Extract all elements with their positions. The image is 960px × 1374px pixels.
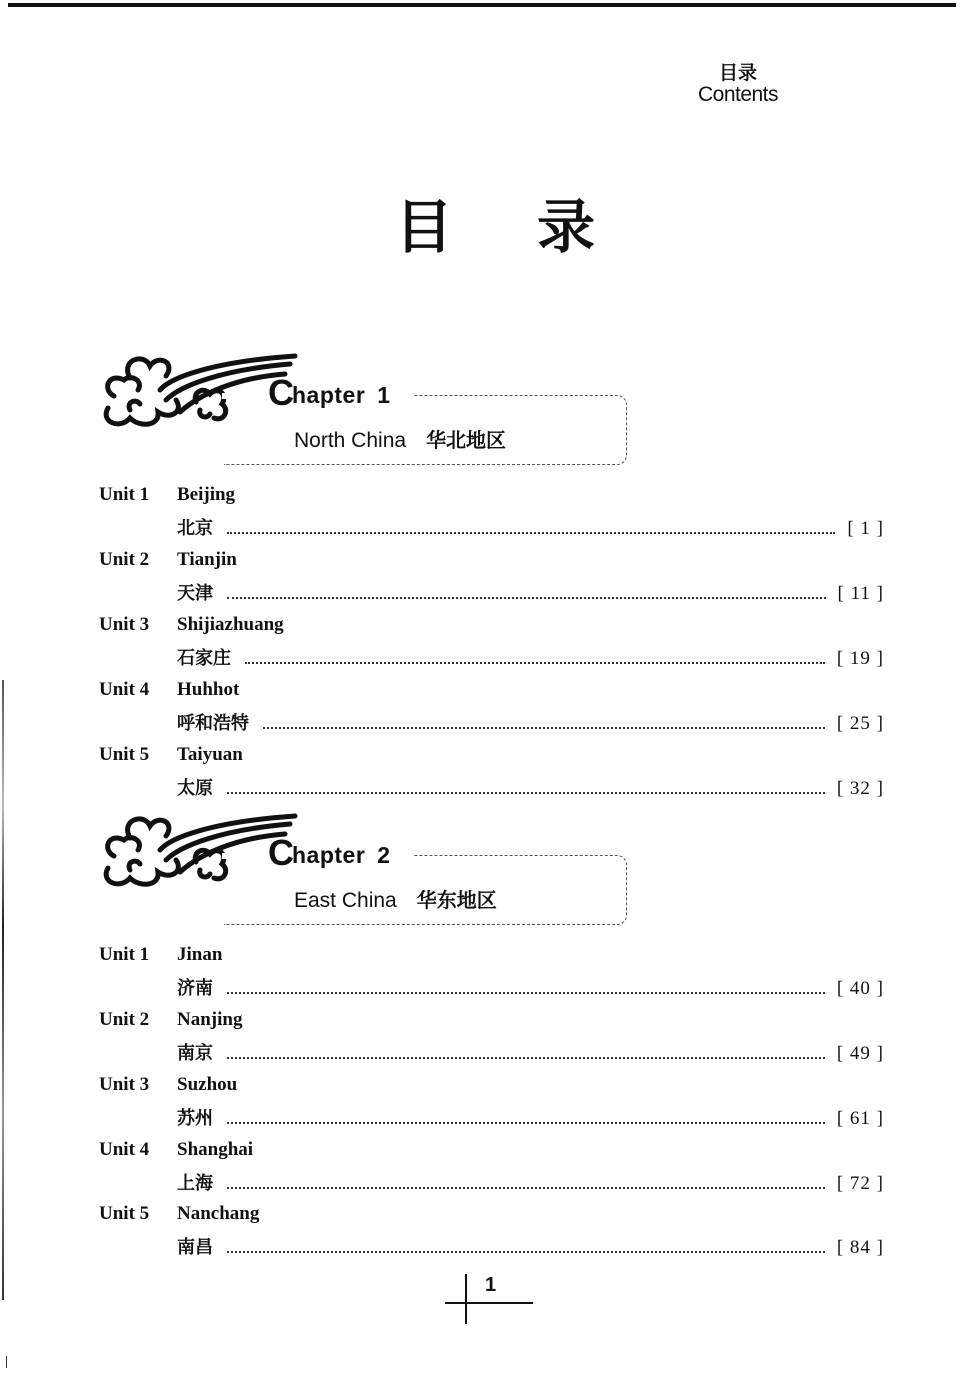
page-ref: [ 61 ] <box>836 1108 884 1129</box>
running-head-zh: 目录 <box>718 62 757 84</box>
page-ref: [ 19 ] <box>836 648 884 669</box>
page-ref: [ 72 ] <box>836 1173 884 1194</box>
running-head <box>690 64 786 106</box>
unit-name-zh: 苏州 <box>177 1108 213 1129</box>
toc-entry[interactable] <box>99 1009 884 1075</box>
toc-entry[interactable] <box>99 614 884 680</box>
unit-name-zh: 济南 <box>177 978 213 999</box>
unit-label: Unit 2 <box>99 1009 150 1030</box>
chapter-number: 2 <box>377 842 391 868</box>
unit-name-en: Nanjing <box>177 1009 243 1030</box>
unit-name-zh: 石家庄 <box>177 648 231 669</box>
dot-leader <box>227 992 825 994</box>
dot-leader <box>227 1057 825 1059</box>
dot-leader <box>227 1122 825 1124</box>
unit-label: Unit 5 <box>99 744 150 765</box>
page-ref: [ 25 ] <box>836 713 884 734</box>
toc-entry[interactable] <box>99 1139 884 1205</box>
folio-crosshair-horizontal <box>445 1302 533 1304</box>
page-ref: [ 49 ] <box>836 1043 884 1064</box>
unit-label: Unit 3 <box>99 614 150 635</box>
chapter-title <box>294 884 497 913</box>
page-ref: [ 84 ] <box>836 1237 884 1258</box>
toc-entry[interactable] <box>99 484 884 550</box>
top-rule <box>8 3 956 7</box>
unit-name-en: Shijiazhuang <box>177 614 284 635</box>
dot-leader <box>263 727 825 729</box>
page-title-char-2: 录 <box>536 193 595 261</box>
unit-label: Unit 1 <box>99 944 150 965</box>
chapter-1-header <box>100 350 640 465</box>
unit-name-en: Beijing <box>177 484 236 505</box>
chapter-label: Chapter 2 <box>268 832 391 873</box>
chapter-title-en: North China <box>294 429 407 452</box>
page-ref: [ 11 ] <box>837 583 884 604</box>
page-folio <box>445 1272 540 1327</box>
unit-name-zh: 南昌 <box>177 1237 213 1258</box>
unit-name-en: Taiyuan <box>177 744 243 765</box>
unit-label: Unit 4 <box>99 1139 150 1160</box>
dot-leader <box>227 1187 825 1189</box>
toc-entry[interactable] <box>99 944 884 1010</box>
page-ref: [ 32 ] <box>836 778 884 799</box>
toc-entry[interactable] <box>99 549 884 615</box>
page-number: 1 <box>485 1274 497 1296</box>
toc-entry[interactable] <box>99 679 884 745</box>
folio-crosshair-vertical <box>465 1274 467 1324</box>
unit-name-en: Nanchang <box>177 1203 260 1224</box>
unit-label: Unit 1 <box>99 484 150 505</box>
dot-leader <box>227 792 825 794</box>
chapter-title-zh: 华东地区 <box>416 888 497 912</box>
page-ref: [ 1 ] <box>847 518 884 539</box>
unit-label: Unit 3 <box>99 1074 150 1095</box>
toc-entry[interactable] <box>99 1074 884 1140</box>
chapter-title-en: East China <box>294 889 397 912</box>
dot-leader <box>227 597 826 599</box>
unit-name-en: Tianjin <box>177 549 237 570</box>
scan-edge-line <box>2 680 4 1300</box>
toc-entry[interactable] <box>99 1203 884 1269</box>
dot-leader <box>245 662 825 664</box>
page-ref: [ 40 ] <box>836 978 884 999</box>
unit-name-en: Suzhou <box>177 1074 238 1095</box>
page-title-char-1: 目 <box>395 193 454 261</box>
page-title <box>395 193 595 261</box>
unit-label: Unit 2 <box>99 549 150 570</box>
chapter-title <box>294 424 506 453</box>
unit-label: Unit 5 <box>99 1203 150 1224</box>
unit-name-en: Jinan <box>177 944 223 965</box>
unit-name-zh: 太原 <box>177 778 213 799</box>
running-head-en: Contents <box>697 82 779 106</box>
unit-name-zh: 上海 <box>177 1173 213 1194</box>
unit-name-zh: 呼和浩特 <box>177 713 249 734</box>
toc-entry[interactable] <box>99 744 884 810</box>
chapter-2-header <box>100 810 640 925</box>
unit-name-en: Shanghai <box>177 1139 254 1160</box>
chapter-number: 1 <box>377 382 391 408</box>
chapter-label: Chapter 1 <box>268 372 391 413</box>
chapter-title-zh: 华北地区 <box>426 428 507 452</box>
unit-name-zh: 南京 <box>177 1043 213 1064</box>
unit-name-zh: 天津 <box>177 583 213 604</box>
dot-leader <box>227 532 835 534</box>
unit-name-en: Huhhot <box>177 679 240 700</box>
dot-leader <box>227 1251 825 1253</box>
unit-name-zh: 北京 <box>177 518 213 539</box>
unit-label: Unit 4 <box>99 679 150 700</box>
scan-edge-tick <box>6 1356 7 1368</box>
